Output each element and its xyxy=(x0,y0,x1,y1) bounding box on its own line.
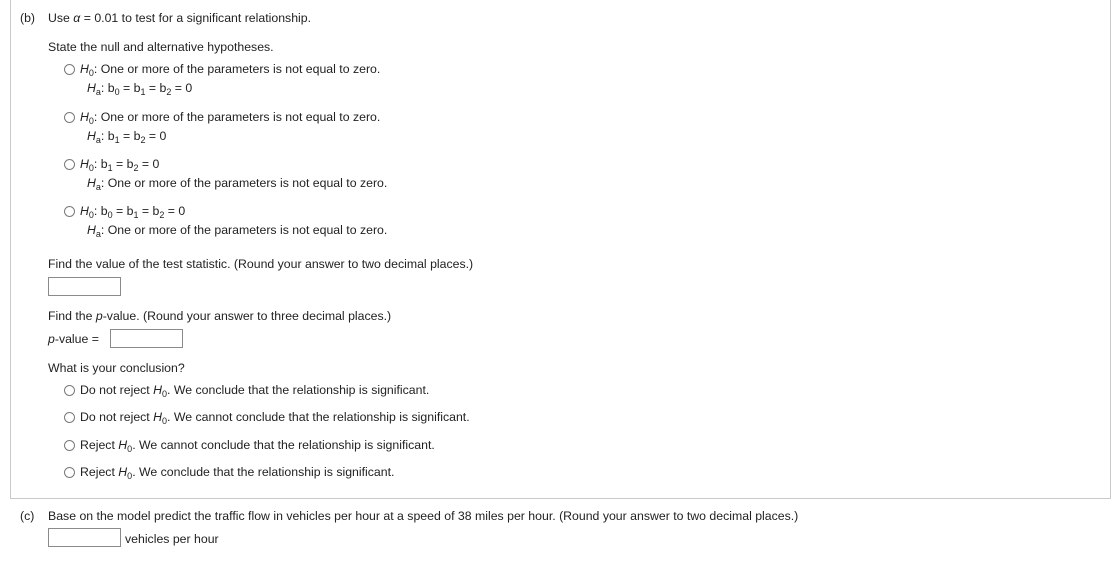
test-stat-prompt: Find the value of the test statistic. (Round your answer to two decimal places.) xyxy=(48,257,474,271)
pvalue-label-suffix: -value = xyxy=(54,332,99,346)
hypothesis-radio-3[interactable] xyxy=(64,159,75,170)
conclusion-label-3: Reject $H_0$. We cannot conclude that the relationship is significant. xyxy=(80,438,435,454)
hypothesis-radio-2[interactable] xyxy=(64,112,75,123)
conclusion-prompt: What is your conclusion? xyxy=(48,361,185,375)
alpha-instruction xyxy=(48,11,311,26)
unit-label: vehicles per hour xyxy=(125,532,219,546)
conclusion-label-2: Do not reject $H_0$. We cannot conclude that the relationship is significant. xyxy=(80,410,470,426)
pvalue-prompt-prefix: Find the xyxy=(48,309,96,323)
conclusion-radio-1[interactable] xyxy=(64,385,75,396)
part-c-prompt: Base on the model predict the traffic flow in vehicles per hour at a speed of 38 miles per hour. (Round your answer to two decimal places.) xyxy=(48,509,799,523)
h0-statement-1: $H_0$: One or more of the parameters is not equal to zero. xyxy=(80,62,381,78)
ha-statement-2: $H_a$: $b_1 = b_2 = 0$ xyxy=(87,129,167,145)
pvalue-prompt-p: p xyxy=(95,309,103,323)
conclusion-radio-4[interactable] xyxy=(64,467,75,478)
pvalue-label xyxy=(48,332,99,347)
conclusion-radio-2[interactable] xyxy=(64,412,75,423)
ha-statement-1: $H_a$: $b_0 = b_1 = b_2 = 0$ xyxy=(87,81,193,97)
hypothesis-radio-1[interactable] xyxy=(64,64,75,75)
part-c-label: (c) xyxy=(20,509,35,523)
conclusion-radio-3[interactable] xyxy=(64,440,75,451)
hypothesis-radio-4[interactable] xyxy=(64,206,75,217)
hypotheses-prompt: State the null and alternative hypotheses. xyxy=(48,40,274,54)
instruction-prefix: Use xyxy=(48,11,70,25)
pvalue-input[interactable] xyxy=(110,329,183,348)
pvalue-label-p: p xyxy=(48,332,55,346)
conclusion-label-1: Do not reject $H_0$. We conclude that the relationship is significant. xyxy=(80,383,430,399)
ha-statement-3: $H_a$: One or more of the parameters is not equal to zero. xyxy=(87,176,388,192)
alpha-symbol: α xyxy=(73,11,81,25)
h0-statement-3: $H_0$: $b_1 = b_2 = 0$ xyxy=(80,157,160,173)
pvalue-prompt-suffix: -value. (Round your answer to three decimal places.) xyxy=(102,309,392,323)
instruction-suffix: = 0.01 to test for a significant relationship. xyxy=(83,11,312,25)
pvalue-prompt xyxy=(48,309,391,324)
h0-statement-4: $H_0$: $b_0 = b_1 = b_2 = 0$ xyxy=(80,204,186,220)
conclusion-label-4: Reject $H_0$. We conclude that the relationship is significant. xyxy=(80,465,395,481)
traffic-flow-input[interactable] xyxy=(48,528,121,547)
part-b-label: (b) xyxy=(20,11,36,25)
ha-statement-4: $H_a$: One or more of the parameters is not equal to zero. xyxy=(87,223,388,239)
test-statistic-input[interactable] xyxy=(48,277,121,296)
h0-statement-2: $H_0$: One or more of the parameters is not equal to zero. xyxy=(80,110,381,126)
